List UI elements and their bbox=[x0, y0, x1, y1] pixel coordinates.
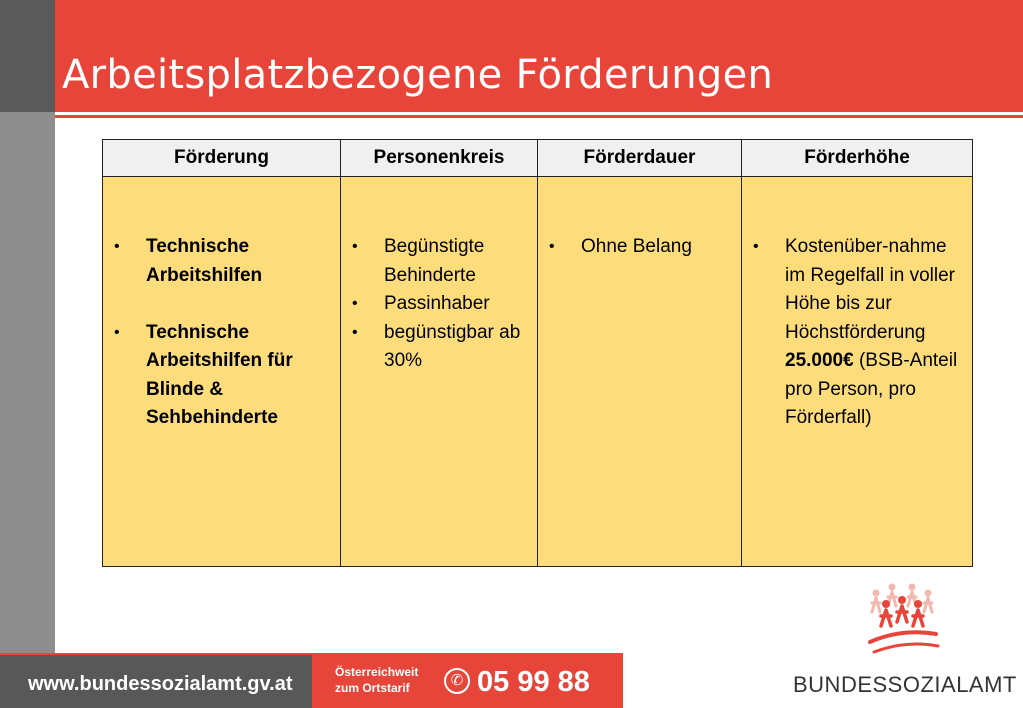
bullet-icon: • bbox=[352, 238, 358, 255]
foerderdauer-item-1: Ohne Belang bbox=[581, 236, 692, 257]
personenkreis-item-2: Passinhaber bbox=[384, 293, 490, 314]
foerderhoehe-list bbox=[748, 233, 968, 433]
foerderhoehe-text: Kostenüber-nahme im Regelfall in voller Höhe bis zur Höchstförderung bbox=[785, 236, 956, 343]
footer-tariff-note bbox=[335, 664, 418, 696]
list-item bbox=[347, 290, 533, 319]
personenkreis-item-3: begünstigbar ab 30% bbox=[384, 321, 521, 371]
foerderung-item-2: Technische Arbeitshilfen für Blinde & Sehbehinderte bbox=[146, 321, 293, 428]
logo-swoosh-lower bbox=[874, 644, 938, 652]
column-header-personenkreis: Personenkreis bbox=[341, 140, 538, 177]
cell-personenkreis bbox=[341, 177, 538, 567]
cell-foerderhoehe bbox=[742, 177, 973, 567]
logo-swoosh-upper bbox=[870, 632, 936, 642]
tariff-line-1: Österreichweit bbox=[335, 665, 419, 679]
list-item bbox=[544, 233, 737, 262]
header-divider-red bbox=[55, 115, 1023, 118]
table-row bbox=[103, 177, 973, 567]
foerderhoehe-note: (BSB-Anteil pro Person, pro Förderfall) bbox=[785, 350, 958, 428]
list-item bbox=[347, 319, 533, 376]
foerderhoehe-amount: 25.000€ bbox=[785, 350, 854, 371]
footer-url-link[interactable]: www.bundessozialamt.gv.at bbox=[28, 673, 293, 695]
table-header-row bbox=[103, 140, 973, 177]
bullet-icon: • bbox=[549, 238, 555, 255]
list-item bbox=[748, 233, 968, 433]
funding-table bbox=[102, 139, 973, 567]
phone-icon: ✆ bbox=[444, 668, 470, 694]
foerderung-list bbox=[109, 233, 336, 433]
personenkreis-item-1: Begünstigte Behinderte bbox=[384, 236, 485, 286]
footer-phone-number[interactable]: 05 99 88 bbox=[477, 666, 590, 698]
column-header-foerderdauer: Förderdauer bbox=[538, 140, 742, 177]
column-header-foerderung: Förderung bbox=[103, 140, 341, 177]
foerderung-item-1: Technische Arbeitshilfen bbox=[146, 236, 263, 286]
personenkreis-list bbox=[347, 233, 533, 376]
cell-foerderdauer bbox=[538, 177, 742, 567]
bullet-icon: • bbox=[753, 238, 759, 255]
bullet-icon: • bbox=[114, 323, 120, 341]
cell-foerderung bbox=[103, 177, 341, 567]
logo-figure-group-front bbox=[881, 596, 923, 626]
list-item bbox=[109, 319, 336, 433]
logo-people-icon bbox=[862, 578, 942, 658]
foerderdauer-list bbox=[544, 233, 737, 262]
left-bar-dark bbox=[0, 0, 55, 112]
slide-title: Arbeitsplatzbezogene Förderungen bbox=[62, 52, 774, 98]
left-bar-light bbox=[0, 112, 55, 657]
bullet-icon: • bbox=[352, 295, 358, 312]
tariff-line-2: zum Ortstarif bbox=[335, 681, 410, 695]
list-item bbox=[347, 233, 533, 290]
logo-wordmark: BUNDESSOZIALAMT bbox=[793, 672, 1017, 697]
bullet-icon: • bbox=[352, 323, 358, 341]
bullet-icon: • bbox=[114, 238, 120, 255]
column-header-foerderhoehe: Förderhöhe bbox=[742, 140, 973, 177]
list-item bbox=[109, 233, 336, 290]
